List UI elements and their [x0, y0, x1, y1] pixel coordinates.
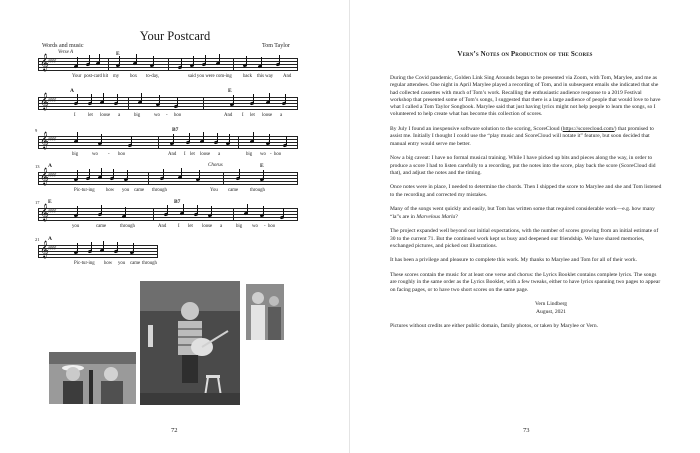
lyric-syllable: a	[280, 113, 283, 118]
chord-symbol: E	[260, 163, 264, 169]
song-title-reference: Marvelous Marla	[416, 213, 456, 220]
lyric-syllable: loose	[202, 224, 213, 229]
lyric-syllable: And	[224, 113, 233, 118]
lyric-syllable: And	[283, 74, 292, 79]
chord-symbol: Verse A	[58, 50, 74, 55]
lyric-syllable: I	[184, 152, 186, 157]
lyric-syllable: came	[134, 188, 145, 193]
lyric-syllable: wo	[252, 224, 258, 229]
paragraph: Pictures without credits are either public domain, family photos, or taken by Marylee or Vern.	[390, 323, 599, 330]
lyric-syllable: big	[236, 224, 243, 229]
paragraph: During the Covid pandemic, Golden Link Sing Arounds began to be presented via Zoom, with Tom, Marylee, and me as regular attendees. One night in April Marylee played a recording of Tom, and in subsequent emails she indicated that she had collected cassettes with much of Tom’s work. Recalling the enthusiastic audience response to a 2019 Festival workshop that presented some of Tom’s songs, I suggested that there is a large audience of people that would love to have what I called a Tom Taylor Songbook. Marylee said that just having lyrics might not help people to learn the songs, so I volunteered to help create what has become this collection of scores.	[390, 75, 661, 118]
signature-name: Vern Lindberg	[534, 301, 568, 308]
lyric-syllable: to-day,	[146, 74, 160, 79]
measure-number: 17	[35, 200, 40, 205]
lyric-syllable: said you were com-ing	[188, 74, 232, 79]
staff	[38, 53, 298, 71]
treble-clef-icon: 𝄞	[40, 131, 49, 149]
treble-clef-icon: 𝄞	[40, 240, 49, 258]
lyric-syllable: a	[118, 113, 121, 118]
lyrics-line	[38, 113, 298, 121]
lyric-syllable: post-card hit	[84, 74, 109, 79]
lyric-syllable: through	[152, 188, 167, 193]
staff	[38, 131, 298, 149]
signature-block	[390, 301, 662, 316]
treble-clef-icon: 𝄞	[40, 167, 49, 185]
photo-singers	[49, 352, 136, 404]
lyric-syllable: -	[270, 152, 272, 157]
lyric-syllable: let	[190, 152, 195, 157]
lyrics-line	[38, 152, 298, 160]
lyric-syllable: let	[88, 113, 93, 118]
lyric-syllable: through	[142, 261, 157, 266]
paragraph-text: By July I found an inexpensive software solution to the scoring, ScoreCloud (	[390, 126, 563, 133]
key-signature-icon: ♯♯♯♯	[48, 245, 56, 252]
staff	[38, 167, 298, 185]
song-title: Your Postcard	[139, 29, 211, 43]
lyric-syllable: I	[74, 113, 76, 118]
treble-clef-icon: 𝄞	[40, 53, 49, 71]
lyric-syllable: through	[250, 188, 265, 193]
lyric-syllable: big	[246, 152, 253, 157]
chord-symbol: Chorus	[208, 163, 223, 168]
composer-name: Tom Taylor	[262, 43, 290, 49]
lyric-syllable: how	[106, 188, 115, 193]
lyric-syllable: wo	[260, 152, 266, 157]
notes-body	[390, 75, 662, 338]
lyric-syllable: wo	[92, 152, 98, 157]
lyric-syllable: hoo	[174, 113, 182, 118]
chord-symbol: A	[70, 88, 74, 94]
lyric-syllable: big	[134, 113, 141, 118]
lyric-syllable: I	[178, 224, 180, 229]
chord-symbol: A	[48, 236, 52, 242]
lyric-syllable: -	[264, 224, 266, 229]
lyric-syllable: You	[210, 188, 218, 193]
key-signature-icon: ♯♯♯♯	[48, 97, 56, 104]
lyric-syllable: wo	[154, 113, 160, 118]
staff	[38, 240, 158, 258]
lyric-syllable: And	[168, 152, 177, 157]
score-system-6	[35, 236, 158, 273]
key-signature-icon: ♯♯♯♯	[48, 136, 56, 143]
lyric-syllable: through	[120, 224, 135, 229]
paragraph-text: ?	[455, 213, 458, 220]
score-system-4	[35, 163, 298, 200]
paragraph: Once notes were in place, I needed to determine the chords. Then I shipped the score to Marylee and she and Tom listened to the recording and corrected my mistakes.	[390, 184, 662, 198]
key-signature-icon: ♯♯♯♯	[48, 58, 56, 65]
score-system-5	[35, 199, 298, 236]
lyric-syllable: a	[218, 152, 221, 157]
measure-number: 9	[35, 128, 38, 133]
lyric-syllable: back	[243, 74, 253, 79]
signature-date: August, 2021	[536, 308, 566, 315]
chord-symbol: B7	[172, 127, 179, 133]
treble-clef-icon: 𝄞	[40, 203, 49, 221]
lyric-syllable: this way	[257, 74, 274, 79]
paragraph: These scores contain the music for at least one verse and chorus: the Lyrics Booklet contains complete lyrics. The songs are roughly in the same order as the Lyrics Booklet, with a few tweaks, either to have lyrics spanning two pages to appear on facing pages, or to have two short scores on the same page.	[390, 272, 661, 293]
measure-number: 13	[35, 164, 40, 169]
lyric-syllable: you	[118, 261, 126, 266]
lyric-syllable: you	[122, 188, 130, 193]
measure-number: 21	[35, 237, 40, 242]
lyric-syllable: I	[242, 113, 244, 118]
lyric-syllable: loose	[200, 152, 211, 157]
notes-title: Vern’s Notes on Production of the Scores	[457, 50, 593, 58]
lyric-syllable: Pic-tur-ing	[74, 188, 95, 193]
paragraph-text: Many of the songs went quickly and easily, but Tom has written some that required considerable work—e.g. how many “la”s are in	[390, 206, 655, 220]
photo-two-men	[246, 284, 284, 340]
lyric-syllable: came	[228, 188, 239, 193]
treble-clef-icon: 𝄞	[40, 92, 49, 110]
chord-symbol: E	[228, 88, 232, 94]
paragraph	[390, 206, 662, 221]
lyric-syllable: hoo	[118, 152, 126, 157]
key-signature-icon: ♯♯♯♯	[48, 172, 56, 179]
staff	[38, 92, 298, 110]
page-number: 72	[171, 427, 178, 434]
lyrics-line	[38, 74, 298, 82]
page-number: 73	[523, 427, 530, 434]
chord-symbol: E	[116, 51, 120, 57]
paragraph: It has been a privilege and pleasure to complete this work. My thanks to Marylee and Tom for all of their work.	[390, 257, 638, 264]
chord-symbol: A	[48, 163, 52, 169]
chord-symbol: B7	[174, 199, 181, 205]
lyrics-line	[38, 224, 298, 232]
lyric-syllable: a	[220, 224, 223, 229]
words-and-music-label: Words and music	[42, 43, 84, 49]
lyric-syllable: hoo	[268, 224, 276, 229]
score-system-1	[38, 52, 298, 86]
chord-symbol: E	[48, 199, 52, 205]
lyric-syllable: loose	[262, 113, 273, 118]
lyric-syllable: came	[130, 261, 141, 266]
lyric-syllable: -	[166, 113, 168, 118]
paragraph-text: ) that promised to assist me. Initially I thought I could use the “play music and ScoreCloud will notate it” feature, but soon decided that manual entry would serve me better.	[390, 126, 654, 147]
staff	[38, 203, 298, 221]
lyric-syllable: -	[108, 152, 110, 157]
lyric-syllable: loose	[100, 113, 111, 118]
score-system-2	[38, 88, 298, 125]
lyric-syllable: let	[188, 224, 193, 229]
lyric-syllable: hoo	[274, 152, 282, 157]
lyric-syllable: box	[130, 74, 138, 79]
lyric-syllable: came	[96, 224, 107, 229]
lyric-syllable: my	[113, 74, 120, 79]
lyric-syllable: you	[72, 224, 80, 229]
lyrics-line	[38, 261, 158, 269]
lyric-syllable: let	[250, 113, 255, 118]
lyric-syllable: Pic-tur-ing	[74, 261, 95, 266]
scorecloud-link[interactable]: https://scorecloud.com/	[562, 126, 615, 133]
paragraph: The project expanded well beyond our initial expectations, with the number of scores growing from an initial estimate of 30 to the current 71. But the continued work kept us busy and deepened our friendship. We have shared memories, exchanged pictures, and picked out illustrations.	[390, 228, 659, 249]
lyric-syllable: Your	[72, 74, 82, 79]
paragraph: Now a big caveat: I have no formal musical training. While I have picked up bits and pieces along the way, in order to produce a score I had to listen carefully to a recording, put the notes into the score, play back the score (ScoreCloud did that), and adjust the notes and the timing.	[390, 155, 656, 176]
lyric-syllable: big	[72, 152, 79, 157]
lyric-syllable: how	[104, 261, 113, 266]
key-signature-icon: ♯♯♯♯	[48, 208, 56, 215]
paragraph	[390, 126, 662, 148]
photo-banjo-player	[140, 281, 240, 405]
lyric-syllable: And	[158, 224, 167, 229]
score-system-3	[35, 127, 298, 164]
lyrics-line	[38, 188, 298, 196]
right-page	[350, 0, 700, 453]
